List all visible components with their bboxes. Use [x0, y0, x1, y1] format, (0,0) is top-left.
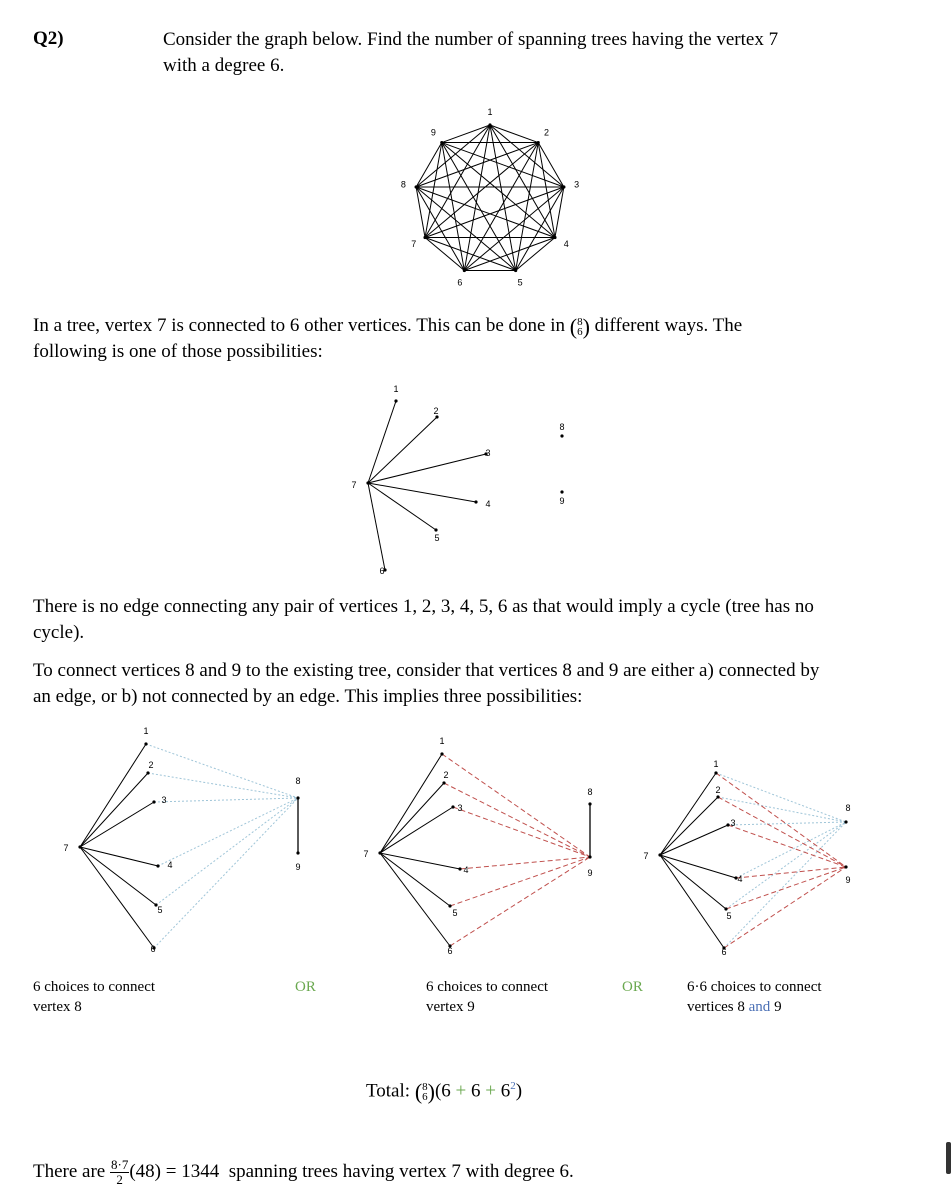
k9-vertex-label-5: 5 — [517, 277, 523, 288]
k9-edge-3-9 — [442, 143, 564, 187]
case3-vertex-label-6: 6 — [721, 947, 727, 957]
k9-edge-3-6 — [464, 187, 564, 271]
star-edge-7-4 — [368, 483, 476, 502]
case1-vertex-4 — [156, 864, 159, 867]
total-binomial: ( 8 6 ) — [414, 1078, 435, 1104]
k9-vertex-5 — [514, 269, 517, 272]
star-edge-7-2 — [368, 417, 437, 483]
case1-candidate-edge-4-8 — [158, 798, 298, 866]
case1-vertex-label-9: 9 — [295, 862, 301, 872]
case1-vertex-2 — [146, 771, 149, 774]
k9-vertex-4 — [553, 236, 556, 239]
case2-caption: 6 choices to connect vertex 9 — [426, 979, 549, 1015]
case2-vertex-label-8: 8 — [587, 787, 593, 797]
star-edge-7-1 — [368, 401, 396, 483]
conclusion-sentence: There are $\frac{8\cdot 7}{2}$ (48) = 1344 spanning trees having vertex 7 with degree 6. — [33, 1157, 574, 1187]
para1-line-2: following is one of those possibilities: — [33, 341, 323, 362]
k9-vertex-label-7: 7 — [411, 239, 417, 249]
case1-vertex-1 — [144, 742, 147, 745]
case2-vertex-label-5: 5 — [452, 908, 458, 918]
case1-vertex-label-1: 1 — [143, 726, 149, 736]
star-vertex-label-1: 1 — [393, 384, 399, 394]
star-vertex-9 — [560, 490, 563, 493]
case1-candidate-edge-1-8 — [146, 744, 301, 798]
case2-vertex-4 — [458, 867, 461, 870]
star-vertex-5 — [434, 528, 437, 531]
case2-vertex-label-6: 6 — [447, 946, 453, 956]
case1-vertex-label-6: 6 — [150, 944, 156, 954]
case3-vertex-1 — [714, 771, 717, 774]
para1-text-b: different ways. The — [594, 315, 743, 336]
star-vertex-label-9: 9 — [559, 496, 565, 506]
case2-vertex-7 — [378, 851, 381, 854]
k9-vertex-7 — [423, 236, 426, 239]
question-line-1: Consider the graph below. Find the number of spanning trees having the vertex 7 — [163, 29, 779, 50]
or-label-1: OR — [295, 979, 316, 995]
case1-edge-7-5 — [80, 847, 156, 905]
k9-edge-5-8 — [416, 187, 516, 271]
case3-graph — [643, 759, 850, 957]
case2-vertex-label-2: 2 — [443, 770, 449, 780]
k9-edge-4-5 — [516, 238, 555, 271]
k9-vertex-label-4: 4 — [563, 239, 569, 249]
para2-line-1: There is no edge connecting any pair of vertices 1, 2, 3, 4, 5, 6 as that would imply a cycle (tree has no — [33, 596, 814, 617]
case2-vertex-3 — [451, 805, 454, 808]
case3-edge-7-6 — [660, 855, 724, 948]
case2-vertex-5 — [448, 904, 451, 907]
star-vertex-8 — [560, 434, 563, 437]
case3-vertex-7 — [658, 853, 661, 856]
case-diagram-3 — [640, 755, 870, 965]
paragraph-possibilities — [33, 658, 933, 710]
case2-edge-7-5 — [380, 853, 450, 906]
k9-edge-2-8 — [416, 143, 538, 187]
total-expression: Total: ( 8 6 ) $(6 + 6 + 6^2)$ — [366, 1078, 523, 1104]
star-edge-7-5 — [368, 483, 436, 530]
case2-candidate-edge-4-9 — [460, 857, 590, 869]
case3-vertex-label-7: 7 — [643, 851, 649, 861]
case2-vertex-label-7: 7 — [363, 849, 369, 859]
case3-vertex-2 — [716, 795, 719, 798]
question-text — [163, 27, 778, 79]
case2-candidate-edge-2-9 — [444, 783, 593, 857]
case2-edge-7-4 — [380, 853, 460, 869]
k9-edges — [416, 125, 564, 270]
star-vertex-label-3: 3 — [485, 448, 491, 458]
para1-text-a: In a tree, vertex 7 is connected to 6 other vertices. This can be done in — [33, 315, 565, 336]
case1-vertex-7 — [78, 845, 81, 848]
case1-candidate-edge-5-8 — [156, 798, 301, 905]
case3-candidate-edge-3-8 — [728, 822, 846, 825]
paragraph-no-cycle — [33, 594, 933, 646]
case3-candidate-edge-5-8 — [726, 822, 846, 909]
case2-vertex-2 — [442, 781, 445, 784]
case1-vertex-label-5: 5 — [157, 905, 163, 915]
k9-edge-6-7 — [425, 238, 464, 271]
case3-candidate-edge-4-9 — [736, 867, 846, 878]
scrollbar-edge[interactable] — [946, 1142, 951, 1174]
case2-vertex-label-4: 4 — [463, 865, 469, 875]
case3-candidate-edge-2-8 — [718, 797, 846, 822]
case3-vertex-8 — [844, 820, 847, 823]
case2-edge-7-1 — [380, 754, 442, 853]
k9-vertex-9 — [440, 141, 443, 144]
star-vertex-4 — [474, 500, 477, 503]
or-label-2: OR — [622, 979, 643, 995]
star-vertex-7 — [366, 481, 369, 484]
case3-vertex-9 — [844, 865, 847, 868]
case1-vertex-3 — [152, 800, 155, 803]
star-edge-7-3 — [368, 454, 486, 483]
case3-candidate-edge-1-8 — [716, 773, 846, 822]
star-tree-graph — [340, 380, 590, 580]
case2-vertex-label-1: 1 — [439, 736, 445, 746]
star-edges — [368, 401, 486, 570]
k9-vertex-6 — [463, 269, 466, 272]
case1-candidate-edge-3-8 — [154, 798, 298, 802]
case3-vertex-label-3: 3 — [730, 818, 736, 828]
star-vertex-label-6: 6 — [379, 566, 385, 576]
case3-vertex-3 — [726, 823, 729, 826]
k9-vertex-label-8: 8 — [400, 179, 406, 190]
case-diagram-2 — [350, 730, 620, 965]
case2-candidate-edge-3-9 — [453, 807, 590, 857]
case1-vertex-label-8: 8 — [295, 776, 301, 786]
case3-vertex-label-1: 1 — [713, 759, 719, 769]
case1-graph — [63, 726, 300, 954]
paragraph-degree — [33, 313, 933, 365]
case3-candidate-edge-3-9 — [728, 825, 846, 867]
case1-vertex-label-2: 2 — [148, 760, 154, 770]
case3-vertex-label-4: 4 — [737, 874, 743, 884]
k9-vertex-labels — [401, 107, 579, 288]
k9-vertex-label-2: 2 — [544, 127, 550, 138]
case2-vertex-label-9: 9 — [587, 868, 593, 878]
case3-caption: 6·6 choices to connect vertices 8 and 9 — [687, 979, 822, 1015]
star-vertex-label-4: 4 — [485, 499, 491, 509]
para3-line-2: an edge, or b) not connected by an edge. This implies three possibilities: — [33, 686, 583, 707]
case2-edge-7-3 — [380, 807, 453, 853]
case2-vertex-1 — [440, 752, 443, 755]
star-vertex-1 — [394, 399, 397, 402]
case-diagram-1 — [50, 720, 320, 965]
star-vertex-label-8: 8 — [559, 422, 565, 432]
case1-edge-7-2 — [80, 773, 148, 847]
case2-candidate-edge-5-9 — [450, 857, 593, 906]
case1-vertex-label-3: 3 — [161, 795, 167, 805]
case1-edge-7-1 — [80, 744, 146, 847]
star-vertex-labels — [351, 384, 564, 576]
case3-vertex-label-8: 8 — [845, 803, 851, 813]
binomial-8-choose-6: ( 8 6 ) — [569, 313, 590, 339]
question-line-2: with a degree 6. — [163, 55, 285, 76]
star-vertex-label-5: 5 — [434, 533, 440, 543]
para2-line-2: cycle). — [33, 622, 85, 643]
k9-vertex-1 — [488, 123, 491, 126]
case1-candidate-edge-2-8 — [148, 773, 301, 798]
case3-edge-7-4 — [660, 855, 736, 878]
case1-candidate-edge-6-8 — [154, 798, 301, 948]
k9-edge-1-2 — [490, 125, 538, 143]
case1-caption: 6 choices to connect vertex 8 — [33, 979, 156, 1015]
k9-vertex-label-3: 3 — [574, 179, 580, 190]
case3-candidate-edge-6-8 — [724, 822, 846, 948]
case3-vertex-label-9: 9 — [845, 875, 851, 885]
question-number: Q2) — [33, 28, 64, 49]
case2-graph — [363, 736, 592, 956]
case2-edge-7-6 — [380, 853, 450, 946]
case1-edge-7-3 — [80, 802, 154, 847]
case2-edge-7-2 — [380, 783, 444, 853]
k9-vertex-3 — [562, 185, 565, 188]
case3-vertex-label-2: 2 — [715, 785, 721, 795]
star-vertex-label-7: 7 — [351, 480, 357, 490]
case2-vertex-label-3: 3 — [457, 803, 463, 813]
k9-vertex-label-6: 6 — [457, 277, 463, 288]
case3-vertex-label-5: 5 — [726, 911, 732, 921]
case3-candidate-edge-4-8 — [736, 822, 846, 878]
case2-candidate-edge-1-9 — [442, 754, 593, 857]
k9-vertex-8 — [415, 185, 418, 188]
conclusion-fraction: $\frac{8\cdot 7}{2}$ — [111, 1157, 129, 1187]
case1-vertex-label-4: 4 — [167, 860, 173, 870]
star-edge-7-6 — [368, 483, 385, 570]
k9-vertex-2 — [537, 141, 540, 144]
para3-line-1: To connect vertices 8 and 9 to the existing tree, consider that vertices 8 and 9 are either a) connected by — [33, 660, 820, 681]
case2-candidate-edge-6-9 — [450, 857, 593, 946]
case1-vertex-label-7: 7 — [63, 843, 69, 853]
k9-edge-1-9 — [442, 125, 490, 143]
case3-edge-7-5 — [660, 855, 726, 909]
star-vertex-label-2: 2 — [433, 406, 439, 416]
k9-vertex-label-1: 1 — [487, 107, 493, 117]
case3-edge-7-2 — [660, 797, 718, 855]
k9-vertex-label-9: 9 — [430, 127, 436, 138]
complete-graph-k9 — [390, 100, 590, 290]
